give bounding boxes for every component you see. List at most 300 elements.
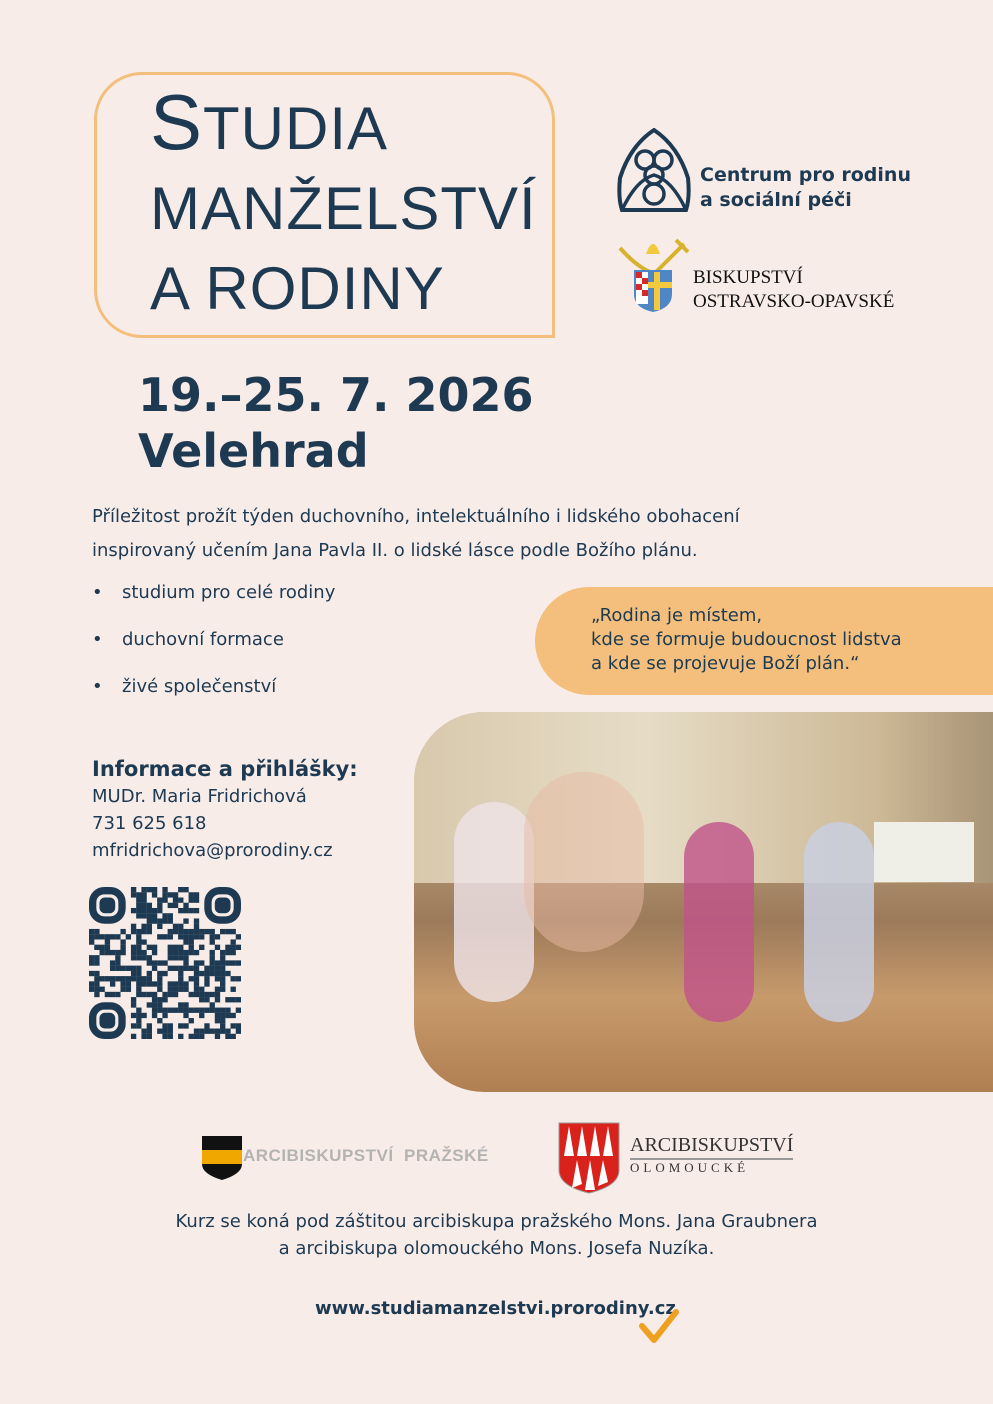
qr-module	[199, 929, 204, 934]
qr-module	[194, 987, 199, 992]
qr-module	[162, 887, 167, 892]
qr-module	[189, 908, 194, 913]
qr-module	[147, 960, 152, 965]
qr-module	[110, 950, 115, 955]
qr-module	[220, 929, 225, 934]
qr-module	[162, 1008, 167, 1013]
qr-module	[110, 966, 115, 971]
qr-module	[147, 918, 152, 923]
qr-module	[178, 981, 183, 986]
qr-module	[157, 934, 162, 939]
qr-module	[173, 981, 178, 986]
qr-module	[152, 981, 157, 986]
qr-module	[147, 929, 152, 934]
qr-module	[220, 1013, 225, 1018]
qr-module	[173, 955, 178, 960]
qr-module	[168, 929, 173, 934]
qr-module	[110, 960, 115, 965]
title-line2: MANŽELSTVÍ	[150, 175, 537, 242]
quote-line: „Rodina je místem,	[591, 605, 763, 626]
qr-module	[215, 987, 220, 992]
qr-module	[136, 1013, 141, 1018]
biskupstvi-line2: OSTRAVSKO-OPAVSKÉ	[693, 291, 895, 312]
olomouc-logo-line2: OLOMOUCKÉ	[630, 1160, 750, 1175]
qr-module	[194, 892, 199, 897]
qr-module	[189, 966, 194, 971]
qr-module	[236, 934, 241, 939]
qr-module	[115, 966, 120, 971]
qr-module	[173, 987, 178, 992]
qr-module	[162, 1034, 167, 1039]
qr-module	[141, 908, 146, 913]
qr-module	[220, 1029, 225, 1034]
qr-module	[120, 981, 125, 986]
qr-module	[136, 908, 141, 913]
qr-module	[147, 903, 152, 908]
qr-module	[147, 1023, 152, 1028]
qr-module	[105, 992, 110, 997]
qr-module	[220, 1008, 225, 1013]
qr-module	[136, 971, 141, 976]
qr-module	[215, 1008, 220, 1013]
contact-name: MUDr. Maria Fridrichová	[92, 786, 307, 807]
qr-module	[210, 1029, 215, 1034]
qr-module	[225, 929, 230, 934]
qr-module	[141, 939, 146, 944]
qr-module	[183, 887, 188, 892]
qr-module	[136, 992, 141, 997]
contact-phone[interactable]: 731 625 618	[92, 813, 207, 834]
qr-module	[183, 950, 188, 955]
qr-module	[147, 971, 152, 976]
qr-module	[89, 929, 94, 934]
patronage-line: Kurz se koná pod záštitou arcibiskupa pražského Mons. Jana Graubnera	[175, 1211, 818, 1232]
qr-module	[168, 981, 173, 986]
qr-module	[89, 971, 94, 976]
qr-code[interactable]	[89, 887, 241, 1039]
qr-module	[204, 966, 209, 971]
qr-module	[215, 966, 220, 971]
qr-module	[204, 971, 209, 976]
qr-module	[89, 955, 94, 960]
qr-module	[220, 987, 225, 992]
qr-module	[126, 966, 131, 971]
biskupstvi-coat-of-arms-icon	[616, 236, 690, 314]
qr-module	[120, 945, 125, 950]
qr-module	[189, 976, 194, 981]
qr-module	[215, 934, 220, 939]
qr-module	[173, 945, 178, 950]
qr-module	[194, 1034, 199, 1039]
qr-finder-center	[99, 897, 115, 913]
qr-module	[215, 1034, 220, 1039]
qr-module	[105, 934, 110, 939]
qr-module	[210, 1008, 215, 1013]
qr-module	[225, 997, 230, 1002]
qr-module	[99, 976, 104, 981]
qr-module	[136, 913, 141, 918]
qr-module	[94, 955, 99, 960]
qr-module	[152, 997, 157, 1002]
qr-module	[210, 1002, 215, 1007]
qr-module	[189, 939, 194, 944]
qr-module	[131, 955, 136, 960]
qr-module	[173, 966, 178, 971]
qr-module	[89, 939, 94, 944]
intro-line2: inspirovaný učením Jana Pavla II. o lidské lásce podle Božího plánu.	[92, 540, 698, 561]
qr-module	[136, 929, 141, 934]
qr-module	[173, 992, 178, 997]
centrum-logo-icon	[616, 128, 692, 212]
qr-module	[157, 997, 162, 1002]
qr-module	[115, 950, 120, 955]
qr-module	[157, 903, 162, 908]
qr-module	[194, 1029, 199, 1034]
qr-module	[210, 960, 215, 965]
qr-module	[173, 897, 178, 902]
qr-module	[173, 1008, 178, 1013]
qr-module	[194, 929, 199, 934]
qr-module	[183, 929, 188, 934]
qr-module	[110, 934, 115, 939]
qr-module	[178, 976, 183, 981]
qr-module	[204, 929, 209, 934]
qr-module	[141, 887, 146, 892]
qr-module	[147, 1002, 152, 1007]
qr-module	[189, 929, 194, 934]
qr-module	[199, 1013, 204, 1018]
qr-module	[168, 892, 173, 897]
qr-module	[231, 1034, 236, 1039]
qr-module	[99, 945, 104, 950]
centrum-line2: a sociální péči	[700, 189, 852, 211]
qr-module	[204, 997, 209, 1002]
title-line1: TUDIA	[203, 95, 389, 162]
quote-line: a kde se projevuje Boží plán.“	[591, 653, 860, 674]
qr-module	[194, 897, 199, 902]
qr-module	[89, 960, 94, 965]
qr-module	[231, 987, 236, 992]
qr-module	[183, 939, 188, 944]
qr-module	[152, 918, 157, 923]
qr-module	[126, 934, 131, 939]
qr-module	[157, 897, 162, 902]
qr-module	[231, 939, 236, 944]
qr-module	[94, 960, 99, 965]
qr-module	[89, 934, 94, 939]
qr-module	[183, 960, 188, 965]
qr-module	[141, 976, 146, 981]
qr-module	[94, 971, 99, 976]
qr-module	[136, 897, 141, 902]
qr-module	[115, 960, 120, 965]
qr-module	[194, 1008, 199, 1013]
qr-module	[215, 971, 220, 976]
qr-module	[215, 992, 220, 997]
qr-module	[194, 976, 199, 981]
qr-module	[173, 929, 178, 934]
qr-module	[136, 939, 141, 944]
qr-module	[131, 1023, 136, 1028]
qr-module	[115, 955, 120, 960]
qr-module	[225, 1008, 230, 1013]
qr-module	[236, 960, 241, 965]
qr-module	[120, 966, 125, 971]
qr-module	[162, 934, 167, 939]
qr-module	[210, 939, 215, 944]
qr-module	[131, 887, 136, 892]
qr-module	[168, 1008, 173, 1013]
qr-module	[204, 1008, 209, 1013]
qr-module	[220, 1018, 225, 1023]
qr-module	[152, 913, 157, 918]
intro-line1: Příležitost prožít týden duchovního, intelektuálního i lidského obohacení	[92, 506, 740, 527]
qr-module	[162, 971, 167, 976]
biskupstvi-logo-text	[693, 266, 894, 314]
praha-coat-of-arms-icon	[202, 1136, 242, 1180]
qr-module	[178, 887, 183, 892]
qr-module	[168, 992, 173, 997]
qr-module	[120, 976, 125, 981]
qr-module	[204, 981, 209, 986]
qr-module	[157, 971, 162, 976]
website-link[interactable]: www.studiamanzelstvi.prorodiny.cz	[315, 1298, 676, 1319]
intro-text	[92, 500, 812, 568]
qr-module	[231, 1013, 236, 1018]
qr-module	[94, 929, 99, 934]
qr-module	[99, 950, 104, 955]
qr-module	[157, 981, 162, 986]
qr-module	[99, 987, 104, 992]
qr-module	[115, 934, 120, 939]
qr-module	[152, 950, 157, 955]
qr-module	[199, 960, 204, 965]
qr-module	[194, 971, 199, 976]
qr-module	[194, 918, 199, 923]
qr-module	[194, 966, 199, 971]
qr-module	[178, 971, 183, 976]
qr-module	[136, 955, 141, 960]
qr-module	[189, 897, 194, 902]
qr-module	[105, 945, 110, 950]
qr-module	[183, 1023, 188, 1028]
qr-module	[94, 981, 99, 986]
qr-module	[126, 981, 131, 986]
qr-module	[131, 924, 136, 929]
event-date: 19.–25. 7. 2026	[138, 368, 534, 422]
qr-module	[141, 1013, 146, 1018]
poster-title	[150, 78, 537, 329]
qr-module	[236, 945, 241, 950]
qr-module	[220, 966, 225, 971]
qr-module	[183, 955, 188, 960]
qr-module	[189, 892, 194, 897]
qr-module	[147, 992, 152, 997]
qr-module	[178, 945, 183, 950]
qr-module	[89, 987, 94, 992]
qr-module	[157, 976, 162, 981]
checkmark-icon	[638, 1308, 680, 1346]
qr-module	[210, 955, 215, 960]
qr-module	[173, 950, 178, 955]
qr-module	[147, 1034, 152, 1039]
qr-module	[141, 924, 146, 929]
qr-module	[189, 1008, 194, 1013]
olomouc-coat-of-arms-icon	[558, 1122, 620, 1194]
quote-box	[535, 587, 993, 695]
qr-module	[152, 960, 157, 965]
qr-module	[152, 1002, 157, 1007]
qr-module	[136, 981, 141, 986]
qr-module	[126, 987, 131, 992]
bullet-item: • živé společenství	[92, 676, 277, 697]
qr-module	[220, 960, 225, 965]
qr-module	[183, 1002, 188, 1007]
qr-module	[115, 976, 120, 981]
qr-module	[236, 1008, 241, 1013]
qr-module	[215, 1018, 220, 1023]
qr-module	[120, 929, 125, 934]
qr-module	[136, 976, 141, 981]
qr-module	[199, 945, 204, 950]
qr-module	[99, 934, 104, 939]
qr-module	[136, 987, 141, 992]
qr-module	[210, 929, 215, 934]
qr-module	[157, 1008, 162, 1013]
qr-module	[147, 976, 152, 981]
qr-module	[199, 934, 204, 939]
qr-module	[178, 929, 183, 934]
qr-module	[210, 966, 215, 971]
contact-heading: Informace a přihlášky:	[92, 757, 358, 781]
qr-module	[105, 976, 110, 981]
qr-module	[105, 950, 110, 955]
qr-module	[131, 950, 136, 955]
qr-module	[136, 934, 141, 939]
qr-module	[236, 976, 241, 981]
qr-module	[110, 976, 115, 981]
qr-module	[136, 1018, 141, 1023]
qr-module	[225, 971, 230, 976]
qr-module	[94, 976, 99, 981]
qr-module	[110, 992, 115, 997]
qr-module	[225, 1034, 230, 1039]
qr-module	[204, 992, 209, 997]
qr-module	[157, 960, 162, 965]
qr-module	[199, 1034, 204, 1039]
qr-module	[147, 908, 152, 913]
qr-module	[131, 1002, 136, 1007]
qr-module	[173, 903, 178, 908]
qr-module	[194, 960, 199, 965]
qr-module	[215, 945, 220, 950]
qr-module	[210, 950, 215, 955]
qr-module	[120, 987, 125, 992]
qr-module	[89, 981, 94, 986]
qr-module	[178, 924, 183, 929]
qr-module	[120, 939, 125, 944]
qr-module	[126, 976, 131, 981]
qr-module	[199, 971, 204, 976]
qr-module	[225, 1029, 230, 1034]
qr-module	[147, 913, 152, 918]
qr-module	[147, 1029, 152, 1034]
qr-module	[210, 971, 215, 976]
bullet-item: • duchovní formace	[92, 629, 284, 650]
title-line3: A RODINY	[150, 255, 445, 322]
qr-module	[178, 955, 183, 960]
qr-module	[178, 987, 183, 992]
qr-module	[136, 892, 141, 897]
qr-module	[210, 992, 215, 997]
qr-module	[141, 955, 146, 960]
centrum-logo-text	[700, 163, 911, 213]
qr-module	[236, 1029, 241, 1034]
qr-module	[162, 992, 167, 997]
qr-module	[183, 1013, 188, 1018]
qr-module	[157, 924, 162, 929]
qr-module	[168, 966, 173, 971]
qr-module	[220, 971, 225, 976]
qr-module	[136, 945, 141, 950]
qr-module	[94, 934, 99, 939]
qr-module	[204, 1023, 209, 1028]
qr-module	[194, 950, 199, 955]
qr-module	[168, 913, 173, 918]
qr-module	[168, 945, 173, 950]
qr-module	[136, 950, 141, 955]
qr-module	[131, 971, 136, 976]
qr-module	[141, 1034, 146, 1039]
biskupstvi-line1: BISKUPSTVÍ	[693, 267, 803, 288]
qr-module	[220, 1023, 225, 1028]
qr-module	[162, 897, 167, 902]
qr-module	[152, 966, 157, 971]
qr-module	[183, 908, 188, 913]
qr-module	[152, 887, 157, 892]
qr-module	[178, 950, 183, 955]
qr-module	[194, 992, 199, 997]
qr-module	[115, 992, 120, 997]
qr-module	[220, 950, 225, 955]
qr-module	[162, 960, 167, 965]
patronage-text	[0, 1208, 993, 1262]
qr-module	[110, 981, 115, 986]
qr-module	[173, 924, 178, 929]
qr-module	[141, 981, 146, 986]
qr-module	[183, 918, 188, 923]
qr-module	[162, 892, 167, 897]
qr-module	[131, 1034, 136, 1039]
qr-module	[178, 966, 183, 971]
qr-finder-center	[99, 1013, 115, 1029]
qr-module	[141, 892, 146, 897]
contact-email[interactable]: mfridrichova@prorodiny.cz	[92, 840, 333, 861]
qr-module	[131, 892, 136, 897]
qr-module	[94, 987, 99, 992]
qr-module	[94, 945, 99, 950]
qr-module	[147, 924, 152, 929]
olomouc-logo-line1: ARCIBISKUPSTVÍ	[630, 1134, 793, 1160]
qr-module	[141, 897, 146, 902]
qr-module	[215, 1013, 220, 1018]
qr-module	[220, 976, 225, 981]
qr-module	[204, 1029, 209, 1034]
qr-module	[162, 913, 167, 918]
qr-module	[189, 950, 194, 955]
qr-module	[141, 913, 146, 918]
qr-module	[131, 929, 136, 934]
